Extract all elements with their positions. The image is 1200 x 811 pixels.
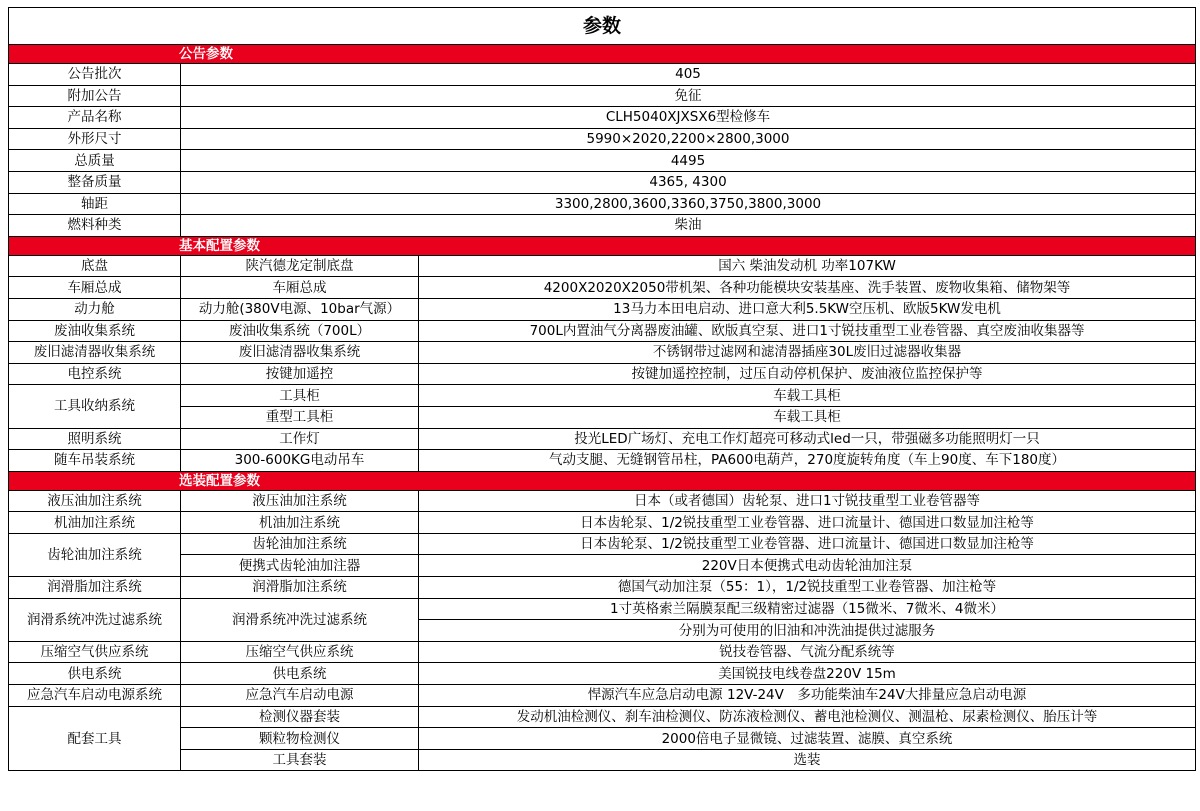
row-label: 工具收纳系统 xyxy=(9,385,181,428)
row-sub: 废油收集系统（700L） xyxy=(181,320,419,342)
table-row xyxy=(9,342,1196,364)
row-sub: 润滑系统冲洗过滤系统 xyxy=(181,598,419,641)
section-title: 公告参数 xyxy=(9,45,1196,64)
row-desc: 分别为可使用的旧油和冲洗油提供过滤服务 xyxy=(419,620,1196,642)
row-label: 废旧滤清器收集系统 xyxy=(9,342,181,364)
row-desc: 美国锐技电线卷盘220V 15m xyxy=(419,663,1196,685)
row-desc: 气动支腿、无缝钢管吊柱，PA600电葫芦，270度旋转角度（车上90度、车下180度） xyxy=(419,450,1196,472)
section-header-optional xyxy=(9,471,1196,490)
row-value: CLH5040XJXSX6型检修车 xyxy=(181,107,1196,129)
row-label: 齿轮油加注系统 xyxy=(9,533,181,576)
table-row xyxy=(9,598,1196,620)
row-desc: 按键加遥控控制，过压自动停机保护、废油液位监控保护等 xyxy=(419,363,1196,385)
row-label: 润滑系统冲洗过滤系统 xyxy=(9,598,181,641)
table-row xyxy=(9,728,1196,750)
table-row xyxy=(9,193,1196,215)
row-sub: 颗粒物检测仪 xyxy=(181,728,419,750)
table-row xyxy=(9,363,1196,385)
spec-sheet xyxy=(8,7,1195,771)
row-label: 随车吊装系统 xyxy=(9,450,181,472)
row-value: 4495 xyxy=(181,150,1196,172)
table-row xyxy=(9,64,1196,86)
row-value: 5990×2020,2200×2800,3000 xyxy=(181,128,1196,150)
row-sub: 压缩空气供应系统 xyxy=(181,641,419,663)
table-row xyxy=(9,577,1196,599)
row-sub: 液压油加注系统 xyxy=(181,490,419,512)
table-row xyxy=(9,663,1196,685)
table-row xyxy=(9,150,1196,172)
row-label: 燃料种类 xyxy=(9,215,181,237)
row-desc: 车载工具柜 xyxy=(419,406,1196,428)
row-desc: 选装 xyxy=(419,749,1196,771)
row-label: 液压油加注系统 xyxy=(9,490,181,512)
row-sub: 供电系统 xyxy=(181,663,419,685)
row-label: 车厢总成 xyxy=(9,277,181,299)
row-desc: 日本（或者德国）齿轮泵、进口1寸锐技重型工业卷管器等 xyxy=(419,490,1196,512)
row-desc: 1寸英格索兰隔膜泵配三级精密过滤器（15微米、7微米、4微米） xyxy=(419,598,1196,620)
row-desc: 发动机油检测仪、刹车油检测仪、防冻液检测仪、蓄电池检测仪、测温枪、尿素检测仪、胎压计等 xyxy=(419,706,1196,728)
row-label: 废油收集系统 xyxy=(9,320,181,342)
row-sub: 便携式齿轮油加注器 xyxy=(181,555,419,577)
row-value: 405 xyxy=(181,64,1196,86)
row-label: 应急汽车启动电源系统 xyxy=(9,685,181,707)
row-label: 润滑脂加注系统 xyxy=(9,577,181,599)
table-row xyxy=(9,277,1196,299)
section-title: 基本配置参数 xyxy=(9,236,1196,255)
row-desc: 锐技卷管器、气流分配系统等 xyxy=(419,641,1196,663)
table-row xyxy=(9,428,1196,450)
row-label: 压缩空气供应系统 xyxy=(9,641,181,663)
table-row xyxy=(9,490,1196,512)
row-desc: 2000倍电子显微镜、过滤装置、滤膜、真空系统 xyxy=(419,728,1196,750)
row-desc: 700L内置油气分离器废油罐、欧版真空泵、进口1寸锐技重型工业卷管器、真空废油收集器等 xyxy=(419,320,1196,342)
row-sub: 按键加遥控 xyxy=(181,363,419,385)
row-sub: 动力舱(380V电源、10bar气源） xyxy=(181,298,419,320)
table-row xyxy=(9,706,1196,728)
row-desc: 不锈钢带过滤网和滤清器插座30L废旧过滤器收集器 xyxy=(419,342,1196,364)
page-title: 参数 xyxy=(9,8,1196,45)
row-label: 外形尺寸 xyxy=(9,128,181,150)
row-value: 3300,2800,3600,3360,3750,3800,3000 xyxy=(181,193,1196,215)
row-desc: 日本齿轮泵、1/2锐技重型工业卷管器、进口流量计、德国进口数显加注枪等 xyxy=(419,533,1196,555)
row-label: 公告批次 xyxy=(9,64,181,86)
table-row xyxy=(9,171,1196,193)
table-row xyxy=(9,85,1196,107)
table-row xyxy=(9,107,1196,129)
row-sub: 陕汽德龙定制底盘 xyxy=(181,255,419,277)
row-sub: 机油加注系统 xyxy=(181,512,419,534)
table-row xyxy=(9,406,1196,428)
row-value: 柴油 xyxy=(181,215,1196,237)
row-desc: 投光LED广场灯、充电工作灯超亮可移动式led一只，带强磁多功能照明灯一只 xyxy=(419,428,1196,450)
title-row xyxy=(9,8,1196,45)
row-label: 产品名称 xyxy=(9,107,181,129)
row-label: 动力舱 xyxy=(9,298,181,320)
row-desc: 车载工具柜 xyxy=(419,385,1196,407)
row-sub: 工具套装 xyxy=(181,749,419,771)
row-label: 供电系统 xyxy=(9,663,181,685)
table-row xyxy=(9,685,1196,707)
table-row xyxy=(9,385,1196,407)
row-desc: 220V日本便携式电动齿轮油加注泵 xyxy=(419,555,1196,577)
row-label: 整备质量 xyxy=(9,171,181,193)
row-value: 4365, 4300 xyxy=(181,171,1196,193)
section-header-basic xyxy=(9,236,1196,255)
spec-table xyxy=(8,7,1196,771)
table-row xyxy=(9,450,1196,472)
row-sub: 300-600KG电动吊车 xyxy=(181,450,419,472)
table-row xyxy=(9,298,1196,320)
table-row xyxy=(9,512,1196,534)
row-label: 总质量 xyxy=(9,150,181,172)
row-desc: 德国气动加注泵（55：1），1/2锐技重型工业卷管器、加注枪等 xyxy=(419,577,1196,599)
table-row xyxy=(9,215,1196,237)
table-row xyxy=(9,128,1196,150)
row-desc: 4200X2020X2050带机架、各种功能模块安装基座、洗手装置、废物收集箱、储物架等 xyxy=(419,277,1196,299)
row-label: 配套工具 xyxy=(9,706,181,771)
row-label: 轴距 xyxy=(9,193,181,215)
table-row xyxy=(9,533,1196,555)
row-desc: 13马力本田电启动、进口意大利5.5KW空压机、欧版5KW发电机 xyxy=(419,298,1196,320)
row-sub: 检测仪器套装 xyxy=(181,706,419,728)
row-desc: 国六 柴油发动机 功率107KW xyxy=(419,255,1196,277)
table-row xyxy=(9,255,1196,277)
row-desc: 悍源汽车应急启动电源 12V-24V 多功能柴油车24V大排量应急启动电源 xyxy=(419,685,1196,707)
table-row xyxy=(9,749,1196,771)
row-label: 底盘 xyxy=(9,255,181,277)
row-label: 机油加注系统 xyxy=(9,512,181,534)
row-label: 附加公告 xyxy=(9,85,181,107)
row-sub: 齿轮油加注系统 xyxy=(181,533,419,555)
row-sub: 车厢总成 xyxy=(181,277,419,299)
row-sub: 重型工具柜 xyxy=(181,406,419,428)
table-row xyxy=(9,320,1196,342)
table-row xyxy=(9,555,1196,577)
row-sub: 工作灯 xyxy=(181,428,419,450)
section-title: 选装配置参数 xyxy=(9,471,1196,490)
row-sub: 润滑脂加注系统 xyxy=(181,577,419,599)
row-label: 照明系统 xyxy=(9,428,181,450)
row-sub: 废旧滤清器收集系统 xyxy=(181,342,419,364)
row-sub: 工具柜 xyxy=(181,385,419,407)
row-sub: 应急汽车启动电源 xyxy=(181,685,419,707)
row-label: 电控系统 xyxy=(9,363,181,385)
section-header-announce xyxy=(9,45,1196,64)
table-row xyxy=(9,641,1196,663)
row-value: 免征 xyxy=(181,85,1196,107)
row-desc: 日本齿轮泵、1/2锐技重型工业卷管器、进口流量计、德国进口数显加注枪等 xyxy=(419,512,1196,534)
